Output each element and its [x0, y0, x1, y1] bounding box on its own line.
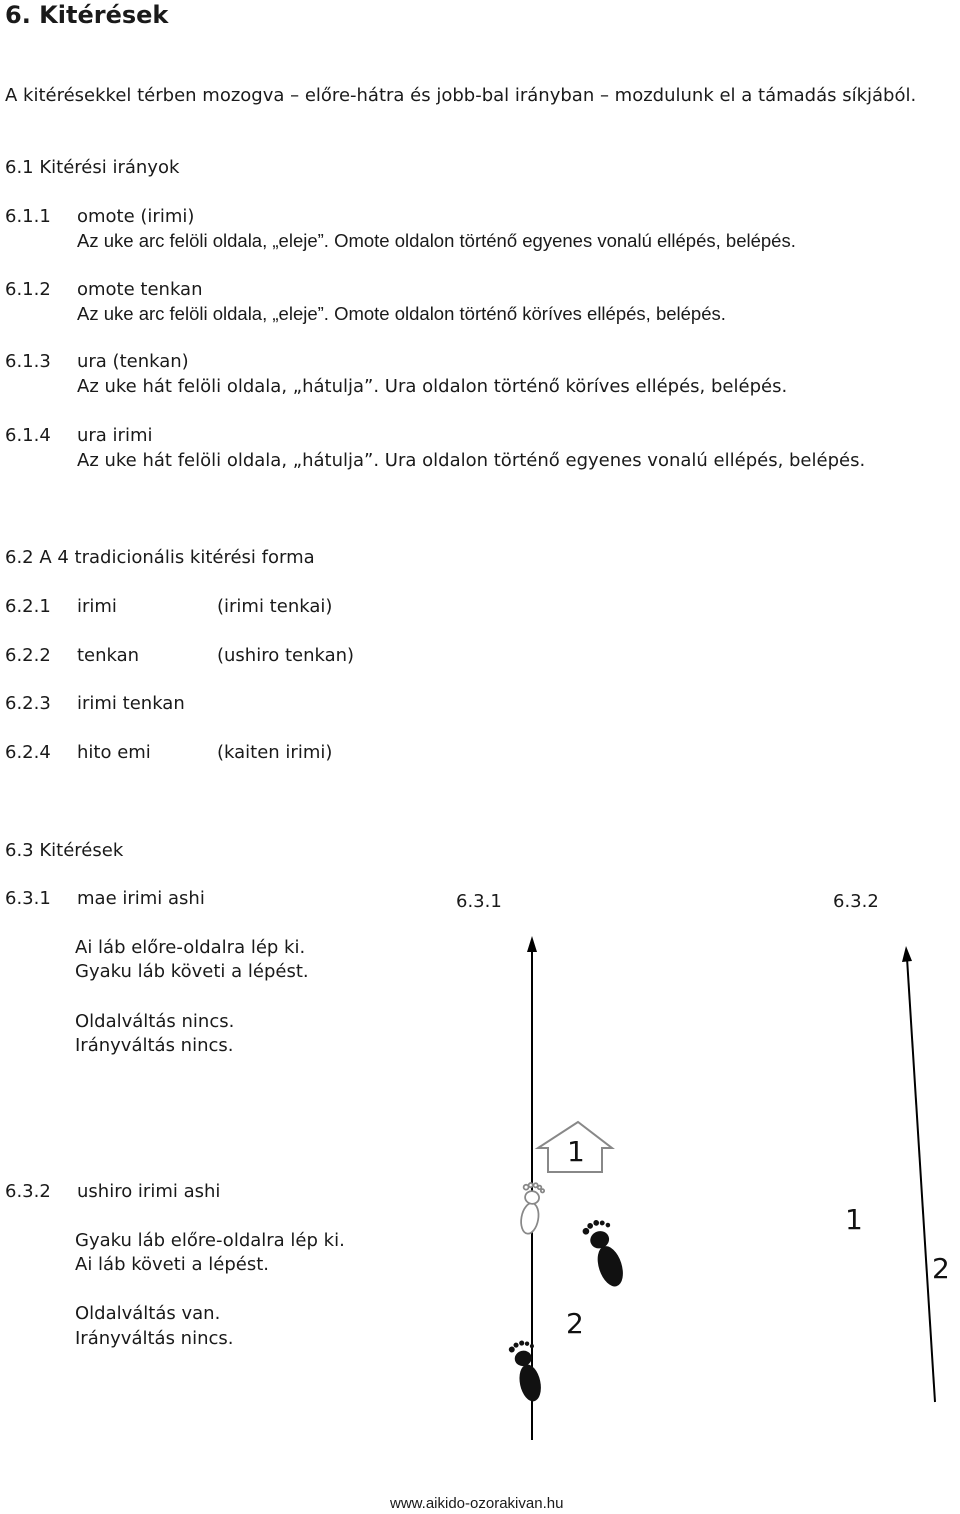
step-number-1-left: 1 [567, 1135, 585, 1168]
direction-line-right [902, 946, 935, 1402]
item-number: 6.2.3 [5, 693, 51, 714]
step-number-2-left: 2 [566, 1307, 584, 1340]
item-number: 6.1.1 [5, 206, 51, 227]
item-name: ura irimi [77, 425, 153, 446]
item-description: Az uke arc felöli oldala, „eleje”. Omote oldalon történő köríves ellépés, belépés. [77, 303, 726, 324]
item-name: hito emi [77, 742, 151, 763]
item-alt-name: (kaiten irimi) [217, 742, 333, 763]
section-6-2-heading: 6.2 A 4 tradicionális kitérési forma [5, 547, 315, 568]
item-name: irimi tenkan [77, 693, 185, 714]
item-alt-name: (irimi tenkai) [217, 596, 333, 617]
item-name: mae irimi ashi [77, 888, 205, 909]
item-number: 6.2.4 [5, 742, 51, 763]
item-description: Az uke hát felöli oldala, „hátulja”. Ura oldalon történő egyenes vonalú ellépés, belépés. [77, 450, 866, 471]
item-name: ushiro irimi ashi [77, 1181, 221, 1202]
section-6-1-heading: 6.1 Kitérési irányok [5, 157, 180, 178]
section-6-3-heading: 6.3 Kitérések [5, 840, 124, 861]
item-line: Oldalváltás nincs. [75, 1011, 235, 1032]
item-number: 6.1.2 [5, 279, 51, 300]
intro-text: A kitérésekkel térben mozogva – előre-hátra és jobb-bal irányban – mozdulunk el a támadás síkjából. [5, 85, 917, 106]
figure-label-6-3-1: 6.3.1 [456, 891, 502, 912]
item-description: Az uke arc felöli oldala, „eleje”. Omote oldalon történő egyenes vonalú ellépés, belépés. [77, 230, 796, 251]
step-number-2-right: 2 [932, 1252, 950, 1285]
footprint-outline-small [516, 1181, 545, 1235]
item-name: irimi [77, 596, 117, 617]
item-line: Ai láb előre-oldalra lép ki. [75, 937, 306, 958]
item-line: Irányváltás nincs. [75, 1035, 234, 1056]
item-name: tenkan [77, 645, 140, 666]
item-alt-name: (ushiro tenkan) [217, 645, 355, 666]
item-line: Oldalváltás van. [75, 1303, 221, 1324]
item-number: 6.3.2 [5, 1181, 51, 1202]
step-number-1-right: 1 [845, 1203, 863, 1236]
item-name: ura (tenkan) [77, 351, 189, 372]
item-line: Irányváltás nincs. [75, 1328, 234, 1349]
item-number: 6.1.4 [5, 425, 51, 446]
footprint-black-2 [507, 1338, 545, 1404]
item-number: 6.2.1 [5, 596, 51, 617]
item-name: omote tenkan [77, 279, 203, 300]
item-number: 6.3.1 [5, 888, 51, 909]
footprint-black-1 [580, 1216, 628, 1291]
item-line: Ai láb követi a lépést. [75, 1254, 270, 1275]
item-number: 6.1.3 [5, 351, 51, 372]
footer-url: www.aikido-ozorakivan.hu [390, 1495, 564, 1512]
item-line: Gyaku láb előre-oldalra lép ki. [75, 1230, 345, 1251]
figure-label-6-3-2: 6.3.2 [833, 891, 879, 912]
item-description: Az uke hát felöli oldala, „hátulja”. Ura oldalon történő köríves ellépés, belépés. [77, 376, 788, 397]
page-title: 6. Kitérések [5, 1, 169, 29]
item-number: 6.2.2 [5, 645, 51, 666]
item-line: Gyaku láb követi a lépést. [75, 961, 309, 982]
item-name: omote (irimi) [77, 206, 195, 227]
